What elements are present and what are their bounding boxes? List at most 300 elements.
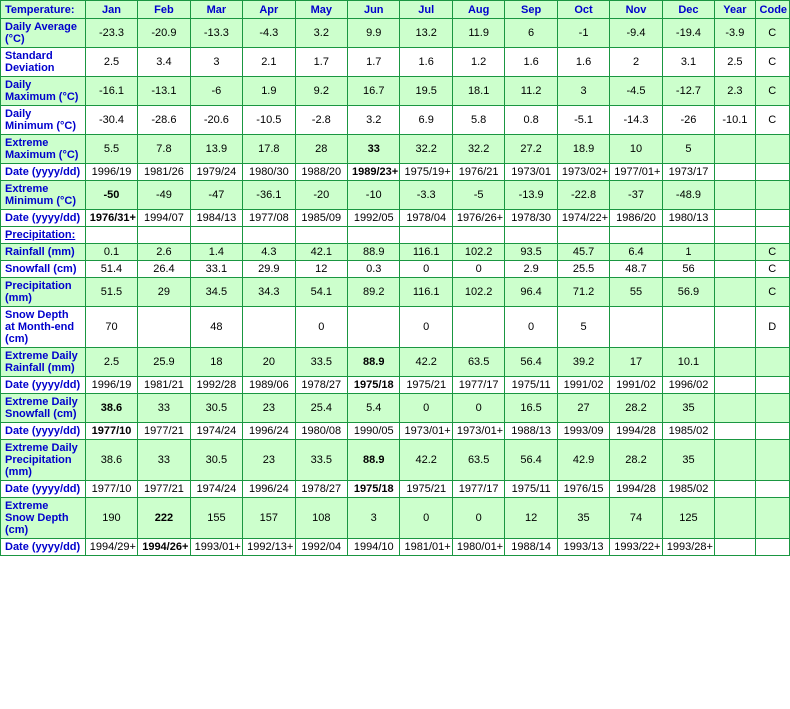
data-cell: 190 — [85, 498, 137, 539]
data-cell: 0 — [505, 307, 557, 348]
table-header — [1, 1, 790, 19]
data-cell: 35 — [557, 498, 609, 539]
data-cell: 1994/29+ — [85, 539, 137, 556]
data-cell: 12 — [505, 498, 557, 539]
data-cell: -3.3 — [400, 181, 452, 210]
section-spacer-cell — [348, 227, 400, 244]
data-cell: 0 — [452, 394, 504, 423]
data-cell: 1973/01 — [505, 164, 557, 181]
data-cell: -37 — [610, 181, 662, 210]
data-cell: 19.5 — [400, 77, 452, 106]
data-cell: 11.9 — [452, 19, 504, 48]
data-cell: 34.5 — [190, 278, 242, 307]
code-cell — [755, 135, 789, 164]
data-cell: 2.6 — [138, 244, 190, 261]
data-cell: -30.4 — [85, 106, 137, 135]
data-cell: 1977/17 — [452, 481, 504, 498]
data-cell: 27 — [557, 394, 609, 423]
table-row — [1, 307, 790, 348]
data-cell: 1974/24 — [190, 423, 242, 440]
data-cell: 2.9 — [505, 261, 557, 278]
data-cell: 38.6 — [85, 394, 137, 423]
data-cell: 116.1 — [400, 244, 452, 261]
data-cell: 1993/22+ — [610, 539, 662, 556]
data-cell: 71.2 — [557, 278, 609, 307]
code-cell: C — [755, 244, 789, 261]
data-cell: 27.2 — [505, 135, 557, 164]
data-cell: 18 — [190, 348, 242, 377]
section-header-row — [1, 227, 790, 244]
data-cell: 89.2 — [348, 278, 400, 307]
header-month-oct: Oct — [557, 1, 609, 19]
code-cell — [755, 481, 789, 498]
data-cell: 0 — [400, 394, 452, 423]
header-month-dec: Dec — [662, 1, 714, 19]
data-cell: 25.5 — [557, 261, 609, 278]
data-cell — [662, 307, 714, 348]
data-cell: 0 — [452, 261, 504, 278]
data-cell — [138, 307, 190, 348]
data-cell: 1977/10 — [85, 423, 137, 440]
data-cell: 1975/11 — [505, 481, 557, 498]
data-cell: 70 — [85, 307, 137, 348]
table-row — [1, 181, 790, 210]
data-cell: 63.5 — [452, 440, 504, 481]
data-cell: 1992/04 — [295, 539, 347, 556]
data-cell: 88.9 — [348, 244, 400, 261]
table-body — [1, 19, 790, 556]
data-cell: 5 — [557, 307, 609, 348]
table-row — [1, 19, 790, 48]
data-cell: 56 — [662, 261, 714, 278]
data-cell: 1993/01+ — [190, 539, 242, 556]
data-cell: 1980/30 — [243, 164, 295, 181]
data-cell: 1977/17 — [452, 377, 504, 394]
code-cell — [755, 498, 789, 539]
data-cell: 1994/28 — [610, 481, 662, 498]
data-cell: 1.7 — [295, 48, 347, 77]
data-cell: -13.9 — [505, 181, 557, 210]
row-label: Extreme Snow Depth (cm) — [1, 498, 86, 539]
header-month-apr: Apr — [243, 1, 295, 19]
data-cell: 1992/13+ — [243, 539, 295, 556]
data-cell: 1980/13 — [662, 210, 714, 227]
data-cell: 1.9 — [243, 77, 295, 106]
table-row — [1, 261, 790, 278]
header-month-jan: Jan — [85, 1, 137, 19]
data-cell: -2.8 — [295, 106, 347, 135]
section-spacer-cell — [662, 227, 714, 244]
table-row — [1, 348, 790, 377]
data-cell: -28.6 — [138, 106, 190, 135]
data-cell: 1986/20 — [610, 210, 662, 227]
data-cell: 3 — [348, 498, 400, 539]
data-cell: 1.6 — [400, 48, 452, 77]
data-cell: 42.9 — [557, 440, 609, 481]
year-cell: 2.3 — [715, 77, 755, 106]
data-cell: 39.2 — [557, 348, 609, 377]
year-cell — [715, 481, 755, 498]
data-cell: 16.7 — [348, 77, 400, 106]
section-spacer-cell — [243, 227, 295, 244]
year-cell — [715, 244, 755, 261]
row-label: Daily Maximum (°C) — [1, 77, 86, 106]
data-cell: -26 — [662, 106, 714, 135]
data-cell — [610, 307, 662, 348]
data-cell: 88.9 — [348, 440, 400, 481]
data-cell: 28.2 — [610, 394, 662, 423]
data-cell: 5 — [662, 135, 714, 164]
year-cell — [715, 181, 755, 210]
header-row — [1, 1, 790, 19]
data-cell: 0 — [400, 307, 452, 348]
data-cell: 30.5 — [190, 394, 242, 423]
data-cell: 29.9 — [243, 261, 295, 278]
section-spacer-cell — [190, 227, 242, 244]
data-cell: 157 — [243, 498, 295, 539]
data-cell: 1975/21 — [400, 481, 452, 498]
code-cell — [755, 348, 789, 377]
data-cell: 1992/28 — [190, 377, 242, 394]
data-cell: 6.9 — [400, 106, 452, 135]
data-cell: 1984/13 — [190, 210, 242, 227]
data-cell: 1996/02 — [662, 377, 714, 394]
data-cell: 1976/21 — [452, 164, 504, 181]
data-cell: -20.9 — [138, 19, 190, 48]
data-cell: 28 — [295, 135, 347, 164]
data-cell: 1985/09 — [295, 210, 347, 227]
year-cell: -10.1 — [715, 106, 755, 135]
section-spacer-cell — [557, 227, 609, 244]
data-cell: 5.4 — [348, 394, 400, 423]
data-cell: 63.5 — [452, 348, 504, 377]
data-cell: 222 — [138, 498, 190, 539]
data-cell: 74 — [610, 498, 662, 539]
data-cell: 0 — [452, 498, 504, 539]
data-cell: 9.9 — [348, 19, 400, 48]
data-cell: 1994/07 — [138, 210, 190, 227]
section-spacer-cell — [295, 227, 347, 244]
year-cell — [715, 394, 755, 423]
data-cell: 1988/13 — [505, 423, 557, 440]
year-cell — [715, 210, 755, 227]
row-label: Daily Minimum (°C) — [1, 106, 86, 135]
data-cell: 2 — [610, 48, 662, 77]
row-label: Snow Depth at Month-end (cm) — [1, 307, 86, 348]
table-row — [1, 210, 790, 227]
data-cell: 1976/31+ — [85, 210, 137, 227]
code-cell: C — [755, 261, 789, 278]
code-cell — [755, 423, 789, 440]
data-cell: 3.2 — [295, 19, 347, 48]
year-cell — [715, 164, 755, 181]
table-row — [1, 106, 790, 135]
row-label: Date (yyyy/dd) — [1, 539, 86, 556]
year-cell — [715, 307, 755, 348]
data-cell: 1978/27 — [295, 481, 347, 498]
data-cell: -6 — [190, 77, 242, 106]
data-cell: -5 — [452, 181, 504, 210]
data-cell: 10 — [610, 135, 662, 164]
data-cell: 1977/01+ — [610, 164, 662, 181]
code-cell — [755, 394, 789, 423]
row-label: Standard Deviation — [1, 48, 86, 77]
table-row — [1, 440, 790, 481]
data-cell: 32.2 — [400, 135, 452, 164]
data-cell: -1 — [557, 19, 609, 48]
data-cell: 48 — [190, 307, 242, 348]
code-cell — [755, 210, 789, 227]
data-cell: 1996/24 — [243, 481, 295, 498]
data-cell: 1981/21 — [138, 377, 190, 394]
data-cell: 1994/10 — [348, 539, 400, 556]
data-cell: 34.3 — [243, 278, 295, 307]
data-cell: 13.9 — [190, 135, 242, 164]
header-month-jun: Jun — [348, 1, 400, 19]
data-cell: 5.8 — [452, 106, 504, 135]
data-cell: 1978/27 — [295, 377, 347, 394]
section-spacer-cell — [400, 227, 452, 244]
data-cell: 1.6 — [557, 48, 609, 77]
data-cell: 17 — [610, 348, 662, 377]
table-row — [1, 377, 790, 394]
data-cell: 10.1 — [662, 348, 714, 377]
data-cell: -19.4 — [662, 19, 714, 48]
header-month-aug: Aug — [452, 1, 504, 19]
section-spacer-cell — [85, 227, 137, 244]
header-month-nov: Nov — [610, 1, 662, 19]
data-cell: -13.3 — [190, 19, 242, 48]
data-cell: 1.7 — [348, 48, 400, 77]
data-cell: 38.6 — [85, 440, 137, 481]
data-cell: 1994/28 — [610, 423, 662, 440]
data-cell: 5.5 — [85, 135, 137, 164]
data-cell: 18.1 — [452, 77, 504, 106]
header-code: Code — [755, 1, 789, 19]
data-cell: 1985/02 — [662, 481, 714, 498]
data-cell: 33 — [348, 135, 400, 164]
data-cell: 56.4 — [505, 348, 557, 377]
data-cell: 1991/02 — [610, 377, 662, 394]
section-spacer-cell — [610, 227, 662, 244]
data-cell: -48.9 — [662, 181, 714, 210]
data-cell: 1981/01+ — [400, 539, 452, 556]
row-label: Date (yyyy/dd) — [1, 481, 86, 498]
table-row — [1, 278, 790, 307]
data-cell: 1975/19+ — [400, 164, 452, 181]
table-row — [1, 77, 790, 106]
data-cell: 102.2 — [452, 278, 504, 307]
data-cell: 0.3 — [348, 261, 400, 278]
data-cell: 1981/26 — [138, 164, 190, 181]
row-label: Extreme Daily Snowfall (cm) — [1, 394, 86, 423]
data-cell: 2.5 — [85, 348, 137, 377]
data-cell: 42.2 — [400, 440, 452, 481]
data-cell: 33.1 — [190, 261, 242, 278]
data-cell: 6 — [505, 19, 557, 48]
data-cell: 1974/22+ — [557, 210, 609, 227]
data-cell: 33 — [138, 440, 190, 481]
row-label: Date (yyyy/dd) — [1, 164, 86, 181]
row-label: Precipitation (mm) — [1, 278, 86, 307]
data-cell: 2.1 — [243, 48, 295, 77]
data-cell: 1975/21 — [400, 377, 452, 394]
header-month-may: May — [295, 1, 347, 19]
data-cell: -13.1 — [138, 77, 190, 106]
data-cell: 1973/02+ — [557, 164, 609, 181]
data-cell: 108 — [295, 498, 347, 539]
data-cell: 1990/05 — [348, 423, 400, 440]
data-cell: 29 — [138, 278, 190, 307]
data-cell: 23 — [243, 394, 295, 423]
data-cell: 1993/28+ — [662, 539, 714, 556]
data-cell: 33.5 — [295, 440, 347, 481]
data-cell: 1980/08 — [295, 423, 347, 440]
data-cell: 0 — [295, 307, 347, 348]
data-cell: 6.4 — [610, 244, 662, 261]
section-spacer-cell — [505, 227, 557, 244]
data-cell: 0 — [400, 261, 452, 278]
data-cell: -14.3 — [610, 106, 662, 135]
data-cell: 1988/14 — [505, 539, 557, 556]
code-cell: C — [755, 278, 789, 307]
data-cell: 48.7 — [610, 261, 662, 278]
data-cell: 1993/09 — [557, 423, 609, 440]
data-cell: 1.4 — [190, 244, 242, 261]
data-cell: -36.1 — [243, 181, 295, 210]
data-cell: -47 — [190, 181, 242, 210]
data-cell — [348, 307, 400, 348]
row-label: Extreme Minimum (°C) — [1, 181, 86, 210]
row-label: Extreme Maximum (°C) — [1, 135, 86, 164]
data-cell: 155 — [190, 498, 242, 539]
data-cell: 2.5 — [85, 48, 137, 77]
data-cell: 56.4 — [505, 440, 557, 481]
code-cell — [755, 377, 789, 394]
data-cell: -20 — [295, 181, 347, 210]
data-cell: -23.3 — [85, 19, 137, 48]
row-label: Date (yyyy/dd) — [1, 377, 86, 394]
table-row — [1, 394, 790, 423]
data-cell: 96.4 — [505, 278, 557, 307]
year-cell — [715, 498, 755, 539]
data-cell: 1973/01+ — [452, 423, 504, 440]
data-cell: 3.2 — [348, 106, 400, 135]
data-cell: 33 — [138, 394, 190, 423]
header-month-feb: Feb — [138, 1, 190, 19]
code-cell: C — [755, 106, 789, 135]
section-spacer-cell — [755, 227, 789, 244]
data-cell: 1989/23+ — [348, 164, 400, 181]
data-cell: 1978/30 — [505, 210, 557, 227]
data-cell: -12.7 — [662, 77, 714, 106]
data-cell: 1988/20 — [295, 164, 347, 181]
data-cell: 1980/01+ — [452, 539, 504, 556]
data-cell: 42.2 — [400, 348, 452, 377]
data-cell: 116.1 — [400, 278, 452, 307]
data-cell: 17.8 — [243, 135, 295, 164]
section-spacer-cell — [452, 227, 504, 244]
year-cell — [715, 377, 755, 394]
data-cell: 1977/21 — [138, 481, 190, 498]
data-cell: 1979/24 — [190, 164, 242, 181]
data-cell: 1.6 — [505, 48, 557, 77]
data-cell: 32.2 — [452, 135, 504, 164]
data-cell: 54.1 — [295, 278, 347, 307]
data-cell: 0.1 — [85, 244, 137, 261]
data-cell: -10.5 — [243, 106, 295, 135]
row-label: Date (yyyy/dd) — [1, 210, 86, 227]
data-cell: -20.6 — [190, 106, 242, 135]
code-cell — [755, 181, 789, 210]
data-cell: 1991/02 — [557, 377, 609, 394]
data-cell — [452, 307, 504, 348]
data-cell: -22.8 — [557, 181, 609, 210]
data-cell: 3.1 — [662, 48, 714, 77]
data-cell: 1.2 — [452, 48, 504, 77]
header-month-sep: Sep — [505, 1, 557, 19]
data-cell: -4.3 — [243, 19, 295, 48]
header-category: Temperature: — [1, 1, 86, 19]
data-cell: 1975/11 — [505, 377, 557, 394]
data-cell: -4.5 — [610, 77, 662, 106]
year-cell: 2.5 — [715, 48, 755, 77]
year-cell: -3.9 — [715, 19, 755, 48]
data-cell: 1977/08 — [243, 210, 295, 227]
data-cell: 1976/26+ — [452, 210, 504, 227]
data-cell: 35 — [662, 394, 714, 423]
data-cell: 102.2 — [452, 244, 504, 261]
data-cell: 0 — [400, 498, 452, 539]
data-cell: 45.7 — [557, 244, 609, 261]
data-cell: 35 — [662, 440, 714, 481]
data-cell — [243, 307, 295, 348]
data-cell: 12 — [295, 261, 347, 278]
data-cell: 20 — [243, 348, 295, 377]
data-cell: 1993/13 — [557, 539, 609, 556]
code-cell: C — [755, 77, 789, 106]
data-cell: 1974/24 — [190, 481, 242, 498]
code-cell — [755, 539, 789, 556]
data-cell: 1989/06 — [243, 377, 295, 394]
data-cell: -9.4 — [610, 19, 662, 48]
data-cell: 1976/15 — [557, 481, 609, 498]
table-row — [1, 135, 790, 164]
year-cell — [715, 440, 755, 481]
data-cell: 42.1 — [295, 244, 347, 261]
data-cell: 25.4 — [295, 394, 347, 423]
code-cell — [755, 440, 789, 481]
data-cell: 3.4 — [138, 48, 190, 77]
data-cell: 1985/02 — [662, 423, 714, 440]
data-cell: 56.9 — [662, 278, 714, 307]
data-cell: 1977/21 — [138, 423, 190, 440]
data-cell: 11.2 — [505, 77, 557, 106]
data-cell: 1996/19 — [85, 164, 137, 181]
code-cell: D — [755, 307, 789, 348]
data-cell: 23 — [243, 440, 295, 481]
data-cell: 1992/05 — [348, 210, 400, 227]
year-cell — [715, 539, 755, 556]
data-cell: 18.9 — [557, 135, 609, 164]
section-spacer-cell — [138, 227, 190, 244]
table-row — [1, 244, 790, 261]
code-cell: C — [755, 19, 789, 48]
data-cell: 1996/19 — [85, 377, 137, 394]
data-cell: 1977/10 — [85, 481, 137, 498]
row-label: Extreme Daily Rainfall (mm) — [1, 348, 86, 377]
year-cell — [715, 278, 755, 307]
